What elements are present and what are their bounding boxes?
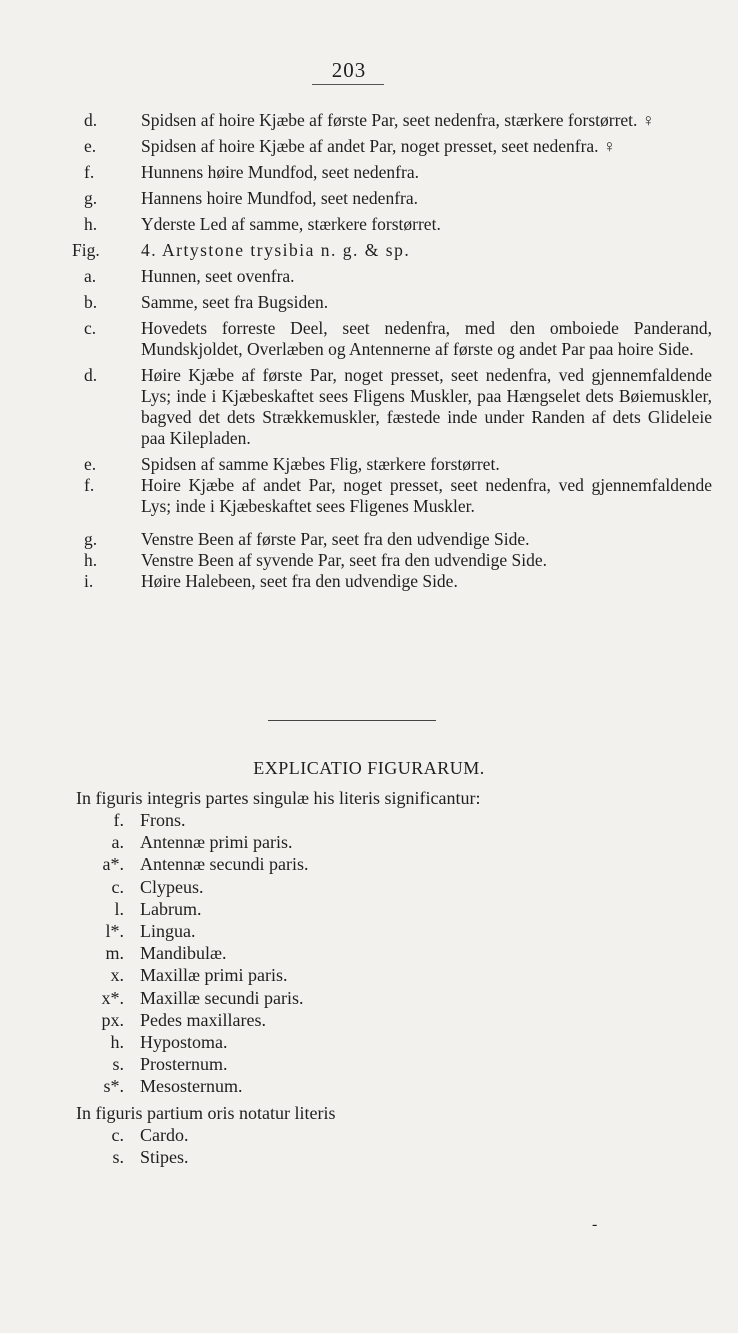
legend-text: Hypostoma. xyxy=(140,1032,228,1053)
entry-label: h. xyxy=(84,550,98,570)
legend-label: x*. xyxy=(101,987,124,1008)
legend-text: Pedes maxillares. xyxy=(140,1009,266,1030)
legend-text: Cardo. xyxy=(140,1124,189,1145)
figure-label: Fig. xyxy=(72,240,100,260)
entry-text: Hoire Kjæbe af andet Par, noget presset, seet nedenfra, ved gjennemfaldende Lys; inde i Kjæbeskaftet sees Fligenes Muskler. xyxy=(141,475,712,516)
explicatio-heading: EXPLICATIO FIGURARUM. xyxy=(253,758,485,778)
legend-label: a*. xyxy=(102,854,124,875)
legend-label: l. xyxy=(114,898,124,919)
entry-text: Venstre Been af første Par, seet fra den udvendige Side. xyxy=(141,529,530,549)
legend-item xyxy=(0,920,738,942)
entry-text: Høire Kjæbe af første Par, noget presset, seet nedenfra, ved gjennemfaldende Lys; inde i Kjæbeskaftet sees Fligens Muskler, paa Hængselet dets Bøiemuskler, bagved det dets Strækkemuskler, fæstede inde under Randen af dets Glideleie paa Kilepladen. xyxy=(141,365,712,448)
caption-entry xyxy=(0,214,738,235)
entry-label: e. xyxy=(84,454,97,474)
entry-label: g. xyxy=(84,188,98,208)
caption-entry xyxy=(0,110,738,131)
entry-text: Hovedets forreste Deel, seet nedenfra, med den omboiede Panderand, Mundskjoldet, Overlæben og Antennerne af første og andet Par paa hoire Side. xyxy=(141,318,712,359)
legend-text: Mesosternum. xyxy=(140,1076,243,1097)
explicatio-body xyxy=(0,788,738,1168)
caption-entry xyxy=(0,365,738,449)
legend-label: s. xyxy=(112,1146,124,1167)
entry-label: h. xyxy=(84,214,98,234)
legend-item xyxy=(0,1053,738,1075)
figure-captions xyxy=(0,110,738,592)
legend-text: Mandibulæ. xyxy=(140,943,227,964)
legend-label: s*. xyxy=(103,1076,124,1097)
entry-label: f. xyxy=(84,475,95,495)
figure-heading xyxy=(0,240,738,261)
legend-text: Clypeus. xyxy=(140,876,204,897)
legend-label: a. xyxy=(111,832,124,853)
page-number-rule xyxy=(312,84,384,85)
legend-text: Antennæ primi paris. xyxy=(140,832,293,853)
entry-text: Høire Halebeen, seet fra den udvendige Side. xyxy=(141,571,458,591)
caption-entry xyxy=(0,188,738,209)
entry-text: Yderste Led af samme, stærkere forstørret. xyxy=(141,214,441,234)
legend-item xyxy=(0,964,738,986)
section-divider xyxy=(268,720,436,721)
entry-label: c. xyxy=(84,318,97,338)
legend-item xyxy=(0,876,738,898)
legend-label: m. xyxy=(105,943,124,964)
legend-item xyxy=(0,1146,738,1168)
caption-entry xyxy=(0,529,738,550)
entry-label: i. xyxy=(84,571,94,591)
legend-label: x. xyxy=(110,965,124,986)
explicatio-intro: In figuris integris partes singulæ his literis significantur: xyxy=(76,788,481,808)
entry-text: Venstre Been af syvende Par, seet fra den udvendige Side. xyxy=(141,550,548,570)
legend-label: f. xyxy=(113,810,124,830)
legend-label: c. xyxy=(111,1124,124,1145)
legend-item xyxy=(0,987,738,1009)
legend-label: h. xyxy=(110,1032,124,1053)
explicatio-intro-oris: In figuris partium oris notatur literis xyxy=(76,1102,336,1123)
legend-label: px. xyxy=(101,1009,124,1030)
entry-text: Samme, seet fra Bugsiden. xyxy=(141,292,329,312)
caption-entry xyxy=(0,550,738,571)
entry-label: d. xyxy=(84,110,98,130)
legend-item xyxy=(0,1031,738,1053)
entry-label: a. xyxy=(84,266,97,286)
legend-item xyxy=(0,1009,738,1031)
legend-item xyxy=(0,1075,738,1097)
trailing-mark: - xyxy=(592,1216,598,1233)
legend-item xyxy=(0,1124,738,1146)
legend-label: l*. xyxy=(105,921,124,942)
caption-entry xyxy=(0,475,738,517)
entry-label: d. xyxy=(84,365,98,385)
entry-text: Hunnens høire Mundfod, seet nedenfra. xyxy=(141,162,419,182)
legend-text: Frons. xyxy=(140,810,186,830)
legend-item xyxy=(0,853,738,875)
caption-entry xyxy=(0,318,738,360)
page-number: 203 xyxy=(331,58,367,82)
legend-label: s. xyxy=(112,1054,124,1075)
legend-label: c. xyxy=(111,876,124,897)
legend-item xyxy=(0,831,738,853)
caption-entry xyxy=(0,136,738,157)
legend-text: Maxillæ primi paris. xyxy=(140,965,288,986)
caption-entry xyxy=(0,571,738,592)
caption-entry xyxy=(0,162,738,183)
legend-text: Prosternum. xyxy=(140,1054,228,1075)
entry-text: Spidsen af samme Kjæbes Flig, stærkere forstørret. xyxy=(141,454,500,474)
legend-text: Labrum. xyxy=(140,898,202,919)
entry-text: Hunnen, seet ovenfra. xyxy=(141,266,295,286)
figure-title: 4. Artystone trysibia n. g. & sp. xyxy=(141,240,411,260)
caption-entry xyxy=(0,292,738,313)
legend-text: Maxillæ secundi paris. xyxy=(140,987,304,1008)
entry-label: e. xyxy=(84,136,97,156)
legend-item xyxy=(0,898,738,920)
entry-label: b. xyxy=(84,292,98,312)
caption-entry xyxy=(0,454,738,475)
caption-entry xyxy=(0,266,738,287)
entry-text: Spidsen af hoire Kjæbe af første Par, seet nedenfra, stærkere forstørret. ♀ xyxy=(141,110,655,130)
entry-label: g. xyxy=(84,529,98,549)
entry-text: Spidsen af hoire Kjæbe af andet Par, noget presset, seet nedenfra. ♀ xyxy=(141,136,617,156)
legend-text: Lingua. xyxy=(140,921,196,942)
entry-label: f. xyxy=(84,162,95,182)
legend-text: Stipes. xyxy=(140,1146,189,1167)
legend-item xyxy=(0,942,738,964)
legend-item xyxy=(0,809,738,831)
entry-text: Hannens hoire Mundfod, seet nedenfra. xyxy=(141,188,418,208)
legend-text: Antennæ secundi paris. xyxy=(140,854,309,875)
